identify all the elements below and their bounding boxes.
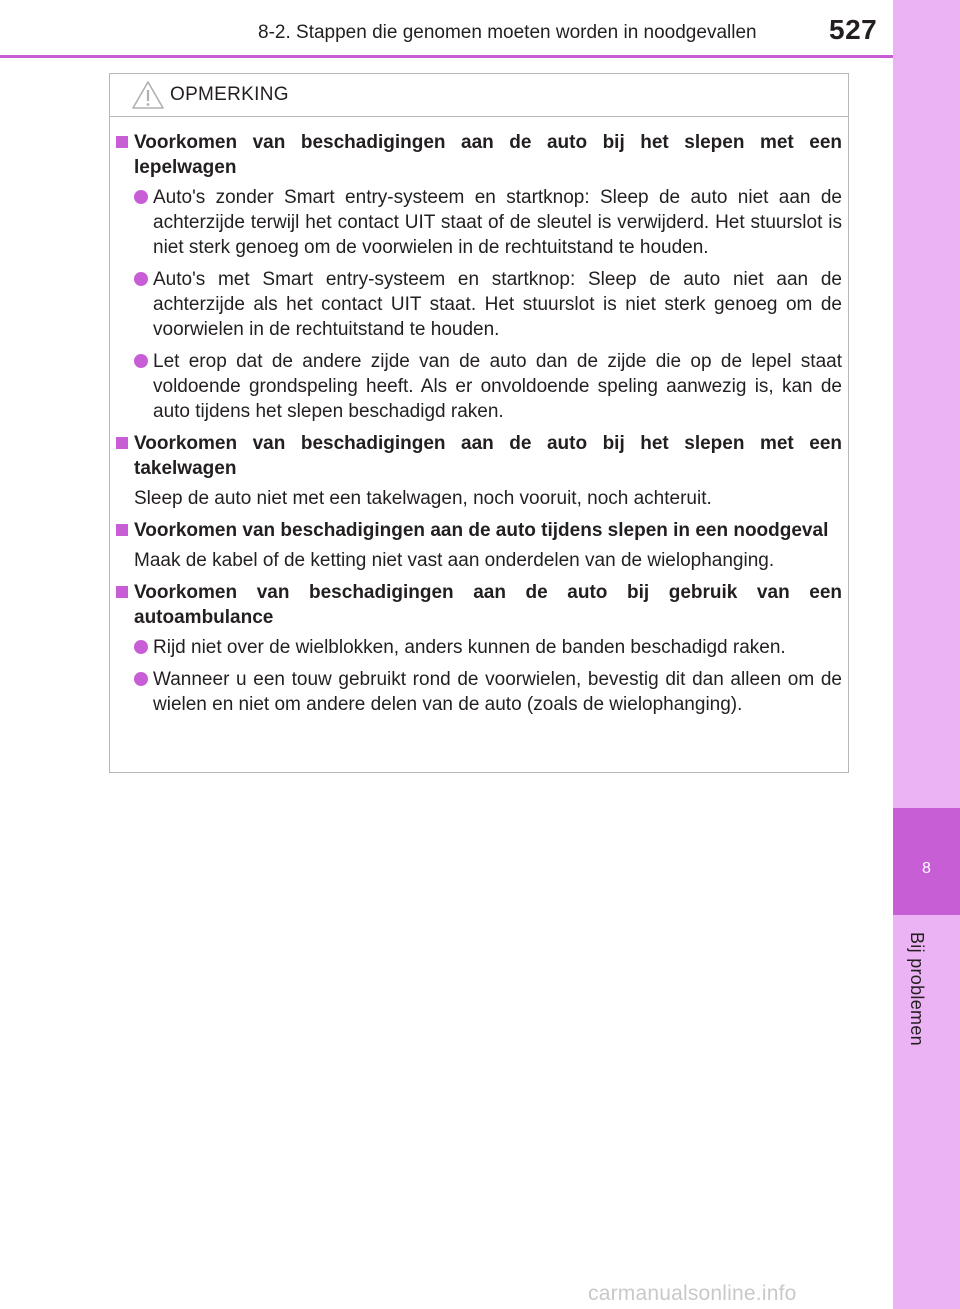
note-header <box>110 74 848 117</box>
note-content <box>114 130 842 724</box>
circle-bullet-icon <box>134 190 148 204</box>
circle-bullet-icon <box>134 640 148 654</box>
section-text: Maak de kabel of de ketting niet vast aan onderdelen van de wielophanging. <box>134 550 775 571</box>
list-item-text: Let erop dat de andere zijde van de auto dan de zijde die op de lepel staat voldoende grondspeling heeft. Als er onvoldoende speling aanwezig is, kan de auto tijdens het slepen beschadigd raken. <box>153 351 842 422</box>
warning-triangle-icon <box>131 80 165 110</box>
list-item <box>114 185 842 260</box>
circle-bullet-icon <box>134 672 148 686</box>
section-heading <box>114 518 842 543</box>
section-heading <box>114 580 842 630</box>
section-heading <box>114 431 842 481</box>
list-item <box>114 635 842 660</box>
list-item <box>114 349 842 424</box>
list-item <box>114 267 842 342</box>
circle-bullet-icon <box>134 272 148 286</box>
section-heading-text: Voorkomen van beschadigingen aan de auto bij gebruik van een autoambulance <box>134 582 842 628</box>
section-heading-text: Voorkomen van beschadigingen aan de auto bij het slepen met een takelwagen <box>134 433 842 479</box>
list-item-text: Wanneer u een touw gebruikt rond de voorwielen, bevestig dit dan alleen om de wielen en niet om andere delen van de auto (zoals de wielophanging). <box>153 669 842 715</box>
section-text: Sleep de auto niet met een takelwagen, noch vooruit, noch achteruit. <box>134 488 712 509</box>
chapter-label: Bij problemen <box>907 932 927 1046</box>
section-heading-text: Voorkomen van beschadigingen aan de auto tijdens slepen in een noodgeval <box>134 520 829 541</box>
side-tab <box>893 0 960 1309</box>
note-title: OPMERKING <box>170 84 289 105</box>
chapter-number: 8 <box>922 860 931 877</box>
list-item-text: Rijd niet over de wielblokken, anders kunnen de banden beschadigd raken. <box>153 637 786 658</box>
list-item <box>114 667 842 717</box>
list-item-text: Auto's zonder Smart entry-systeem en startknop: Sleep de auto niet aan de achterzijde terwijl het contact UIT staat of de sleutel is verwijderd. Het stuurslot is niet sterk genoeg om de voorwielen in de rechtuitstand te houden. <box>153 187 842 258</box>
section-header: 8-2. Stappen die genomen moeten worden in noodgevallen <box>258 22 757 43</box>
list-item-text: Auto's met Smart entry-systeem en startknop: Sleep de auto niet aan de achterzijde als het contact UIT staat. Het stuurslot is niet sterk genoeg om de voorwielen in de rechtuitstand te houden. <box>153 269 842 340</box>
watermark: carmanualsonline.info <box>588 1282 797 1305</box>
square-bullet-icon <box>116 524 128 536</box>
section-heading <box>114 130 842 180</box>
circle-bullet-icon <box>134 354 148 368</box>
section-heading-text: Voorkomen van beschadigingen aan de auto bij het slepen met een lepelwagen <box>134 132 842 178</box>
note-box <box>109 73 849 773</box>
square-bullet-icon <box>116 437 128 449</box>
header-rule <box>0 55 893 58</box>
square-bullet-icon <box>116 136 128 148</box>
square-bullet-icon <box>116 586 128 598</box>
page-number: 527 <box>829 14 878 45</box>
